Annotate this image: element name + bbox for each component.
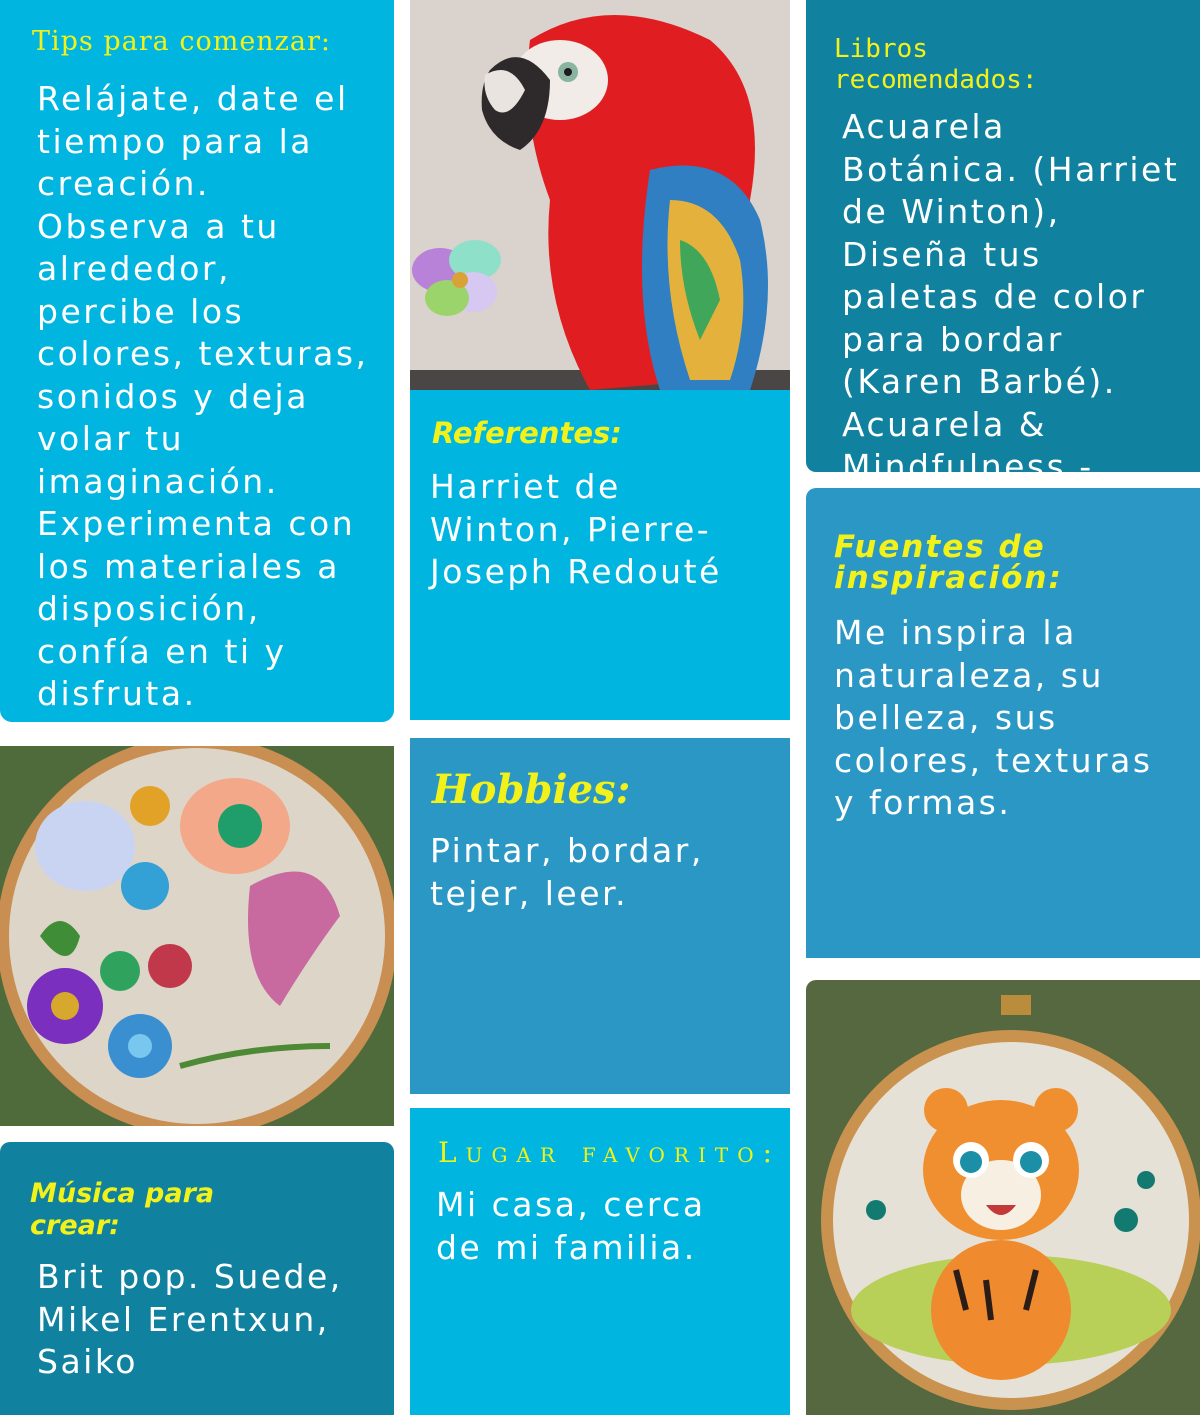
parrot-painting-image	[410, 0, 790, 390]
fuentes-title: Fuentes de inspiración:	[834, 529, 1063, 596]
libros-title: Libros recomendados:	[834, 34, 1038, 95]
libros-body: Acuarela Botánica. (Harriet de Winton), Diseña tus paletas de color para bordar (Karen Barbé). Acuarela & Mindfulness -	[842, 107, 1180, 486]
musica-card	[0, 1142, 394, 1415]
hobbies-body: Pintar, bordar, tejer, leer.	[430, 831, 704, 913]
embroidered-tiger-hoop-image	[806, 980, 1200, 1415]
hobbies-title: Hobbies:	[432, 766, 631, 813]
lugar-card	[410, 1108, 790, 1415]
tips-card	[0, 0, 394, 722]
tips-body: Relájate, date el tiempo para la creación. Observa a tu alrededor, percibe los colores, texturas, sonidos y deja volar tu imaginación. Experimenta con los materiales a disposición, confía en ti y disfruta.	[37, 79, 369, 713]
musica-body: Brit pop. Suede, Mikel Erentxun, Saiko	[37, 1257, 343, 1381]
tips-title: Tips para comenzar:	[32, 26, 332, 57]
lugar-body: Mi casa, cerca de mi familia.	[436, 1185, 706, 1267]
referentes-title: Referentes:	[432, 416, 622, 450]
libros-card	[806, 0, 1200, 486]
lugar-title: Lugar favorito:	[438, 1136, 782, 1169]
hobbies-card	[410, 738, 790, 1094]
referentes-body: Harriet de Winton, Pierre-Joseph Redouté	[430, 467, 722, 591]
musica-title: Música para crear:	[30, 1178, 215, 1241]
fuentes-body: Me inspira la naturaleza, su belleza, sus colores, texturas y formas.	[834, 613, 1153, 822]
referentes-card	[410, 390, 790, 720]
fuentes-card	[806, 488, 1200, 958]
embroidered-flower-hoop-image	[0, 746, 394, 1126]
